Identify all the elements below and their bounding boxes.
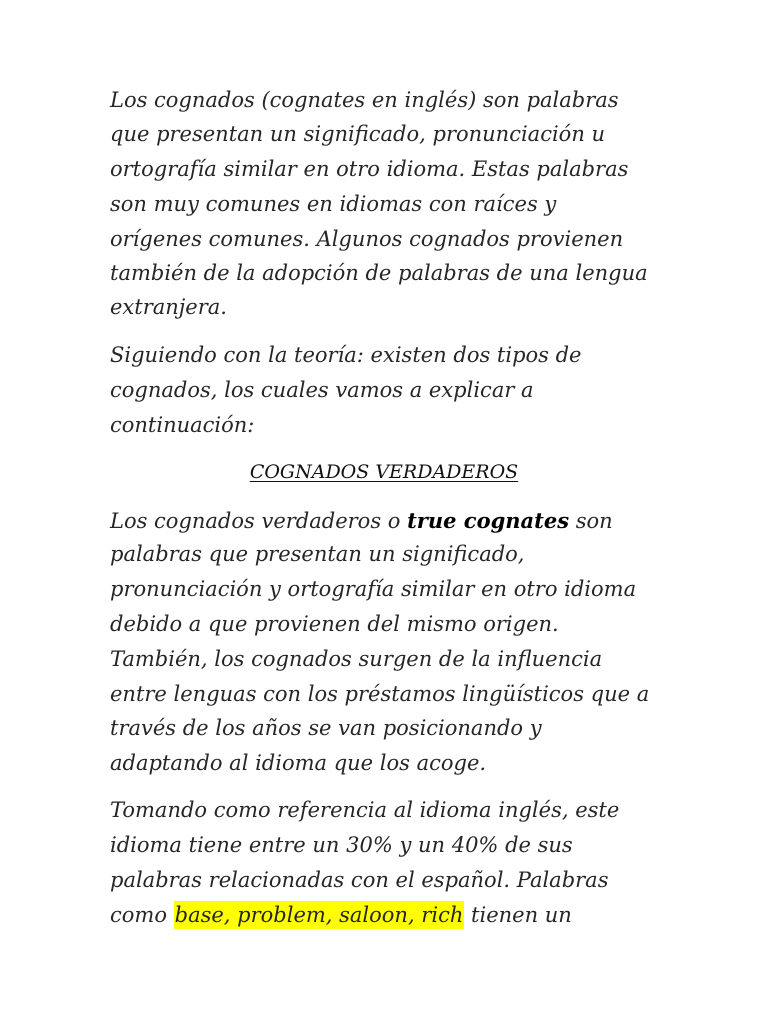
- paragraph-3-line-5: También, los cognados surgen de la influencia: [110, 647, 603, 671]
- paragraph-3-line-1-post: son: [569, 509, 613, 533]
- paragraph-3-line-6: entre lenguas con los préstamos lingüísticos que a: [110, 682, 650, 706]
- paragraph-1-line-3: ortografía similar en otro idioma. Estas palabras: [110, 157, 629, 181]
- paragraph-4-line-4-post: tienen un: [464, 903, 572, 927]
- paragraph-4-line-3: palabras relacionadas con el español. Palabras: [110, 868, 609, 892]
- highlighted-examples: base, problem, saloon, rich: [174, 903, 464, 927]
- paragraph-3-line-7: través de los años se van posicionando y: [110, 716, 542, 740]
- paragraph-1-line-6: también de la adopción de palabras de una lengua: [110, 261, 648, 285]
- paragraph-1-line-1: Los cognados (cognates en inglés) son palabras: [110, 88, 619, 112]
- paragraph-1-line-2: que presentan un significado, pronunciación u: [110, 122, 606, 146]
- paragraph-4-line-4: [110, 905, 572, 926]
- true-cognates-term: true cognates: [407, 508, 570, 533]
- paragraph-2-line-2: cognados, los cuales vamos a explicar a: [110, 378, 534, 402]
- section-heading: COGNADOS VERDADEROS: [249, 461, 519, 483]
- paragraph-3-line-3: pronunciación y ortografía similar en otro idioma: [110, 577, 637, 601]
- paragraph-4-line-2: idioma tiene entre un 30% y un 40% de sus: [110, 833, 573, 857]
- paragraph-4-line-4-pre: como: [110, 903, 174, 927]
- paragraph-2-line-1: Siguiendo con la teoría: existen dos tipos de: [110, 343, 582, 367]
- paragraph-3-line-1-pre: Los cognados verdaderos o: [110, 509, 408, 533]
- paragraph-3-line-4: debido a que provienen del mismo origen.: [110, 612, 559, 636]
- paragraph-1-line-4: son muy comunes en idiomas con raíces y: [110, 192, 557, 216]
- paragraph-3-line-8: adaptando al idioma que los acoge.: [110, 751, 487, 775]
- paragraph-3-line-2: palabras que presentan un significado,: [110, 542, 525, 566]
- paragraph-2-line-3: continuación:: [110, 413, 255, 437]
- paragraph-3-line-1: [110, 510, 613, 532]
- paragraph-1-line-7: extranjera.: [110, 295, 227, 319]
- paragraph-1-line-5: orígenes comunes. Algunos cognados provienen: [110, 227, 624, 251]
- paragraph-4-line-1: Tomando como referencia al idioma inglés, este: [110, 798, 620, 822]
